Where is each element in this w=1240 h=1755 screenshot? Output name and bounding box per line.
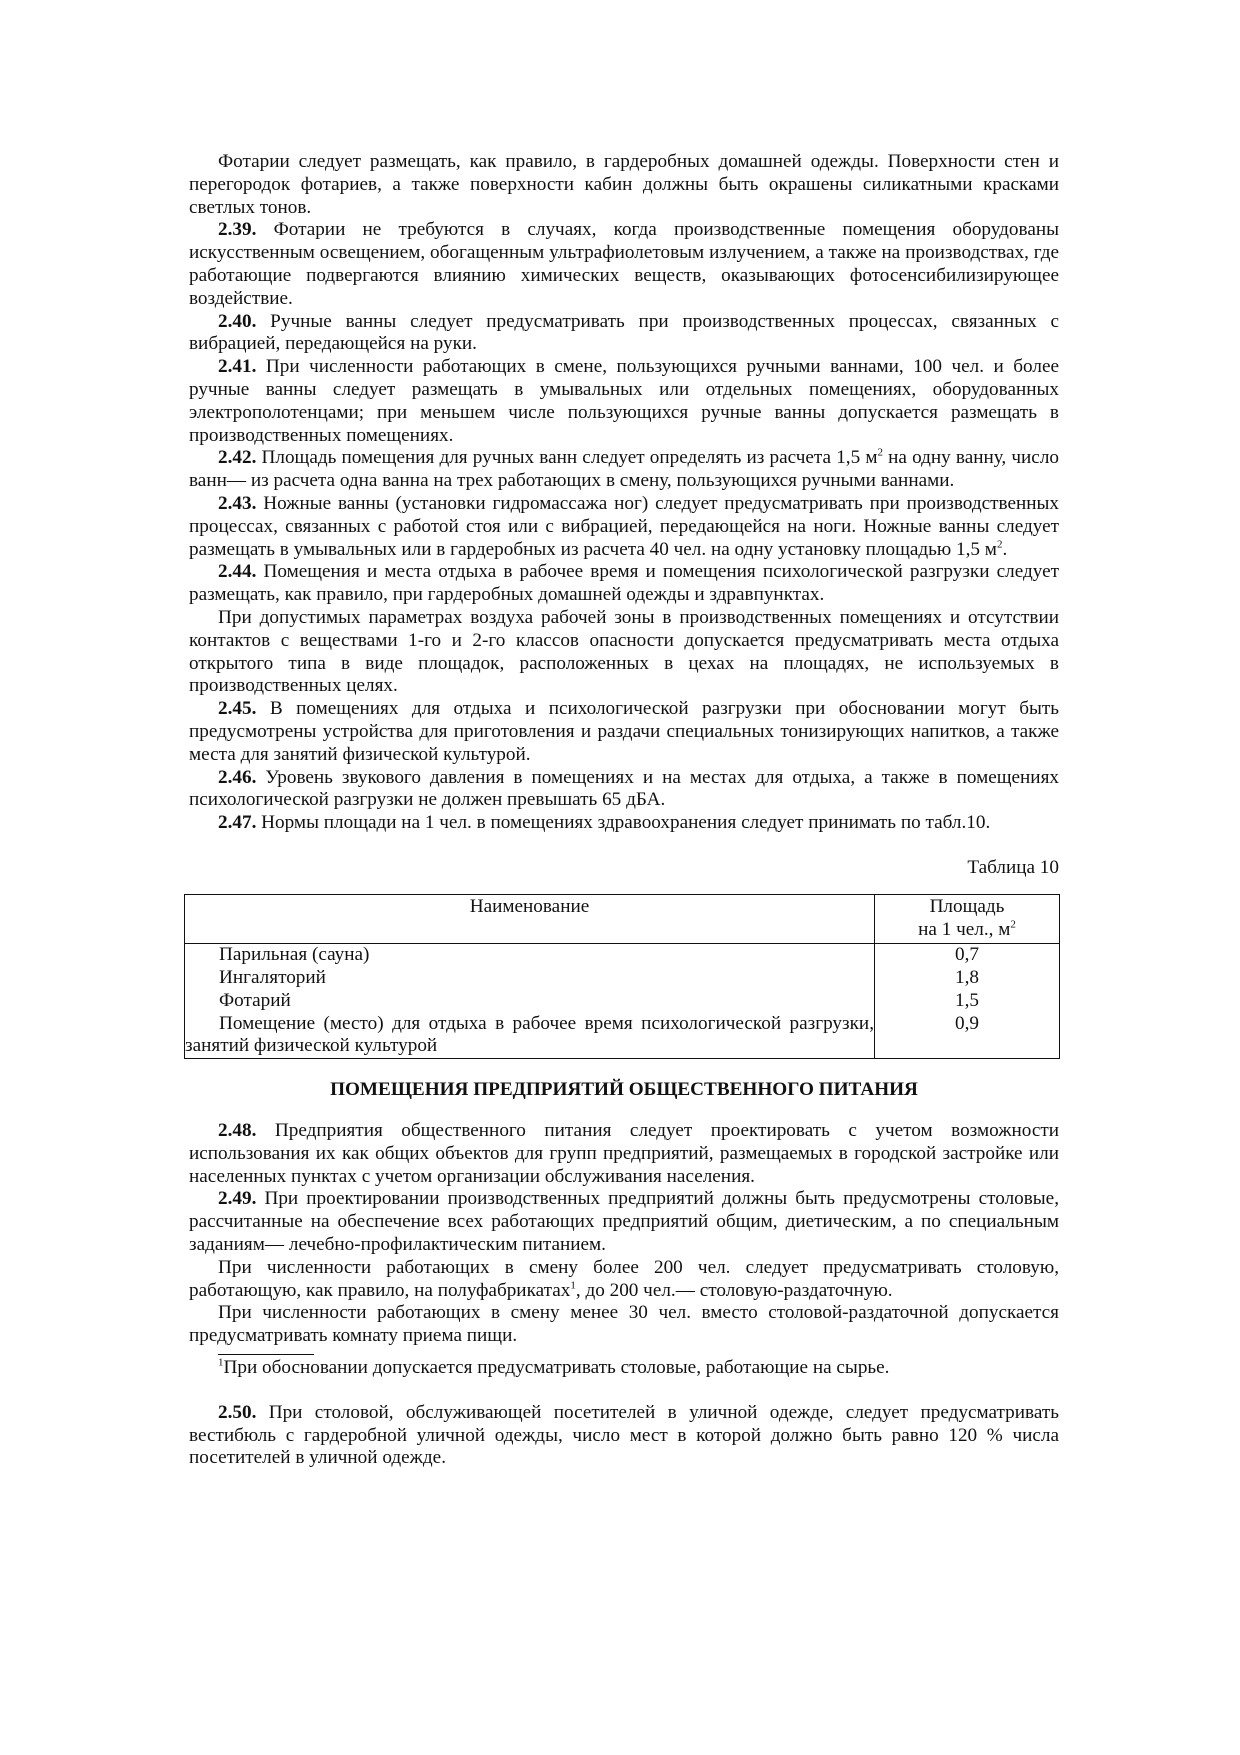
clause-number: 2.39. bbox=[218, 219, 257, 241]
paragraph-text: Площадь помещения для ручных ванн следует определять из расчета 1,5 м bbox=[256, 447, 878, 469]
table-row bbox=[185, 1013, 1060, 1059]
row-value: 0,7 bbox=[875, 944, 1060, 967]
paragraph-text: При допустимых параметрах воздуха рабочей зоны в производственных помещениях и отсутствии контактов с веществами 1-го и 2-го классов опасности допускается предусматривать места отдыха открытого типа в виде площадок, расположенных в цехах на площадях, не используемых в производственных целях. bbox=[189, 606, 1059, 697]
row-name: Помещение (место) для отдыха в рабочее время психологической разгрузки, занятий физической культурой bbox=[185, 1013, 875, 1059]
row-value: 1,5 bbox=[875, 990, 1060, 1013]
clause-number: 2.43. bbox=[218, 492, 257, 514]
footnote bbox=[189, 1357, 1059, 1380]
clause-number: 2.46. bbox=[218, 766, 257, 788]
row-value: 0,9 bbox=[875, 1013, 1060, 1059]
paragraph-text: Ножные ванны (установки гидромассажа ног) следует предусматривать при производственных процессах, связанных с работой стоя или с вибрацией, передающейся на ноги. Ножные ванны следует размещать в умывальных или в гардеробных из расчета 40 чел. на одну установку площадью 1,5 м bbox=[189, 492, 1059, 560]
paragraph-text-cont: , до 200 чел.— столовую-раздаточную. bbox=[575, 1279, 893, 1301]
paragraph bbox=[189, 1257, 1059, 1303]
paragraph bbox=[189, 219, 1059, 310]
paragraph bbox=[189, 1302, 1059, 1348]
column-header-name: Наименование bbox=[185, 894, 875, 944]
clause-number: 2.48. bbox=[218, 1120, 257, 1142]
clause-number: 2.49. bbox=[218, 1188, 257, 1210]
section-paragraphs-c bbox=[189, 1402, 1059, 1470]
norms-table bbox=[184, 894, 1060, 1060]
paragraph-text-cont: . bbox=[1002, 538, 1008, 560]
row-name: Ингаляторий bbox=[185, 967, 875, 990]
paragraph bbox=[189, 561, 1059, 607]
table-row bbox=[185, 967, 1060, 990]
clause-number: 2.41. bbox=[218, 356, 257, 378]
paragraph-text: При численности работающих в смене, пользующихся ручными ваннами, 100 чел. и более ручные ванны следует размещать в умывальных или отдельных помещениях, оборудованных электрополотенцами; при меньшем числе пользующихся ручные ванны допускается размещать в производственных помещениях. bbox=[189, 356, 1059, 446]
header-area-sup: 2 bbox=[1010, 918, 1016, 931]
footnote-text: При обосновании допускается предусматривать столовые, работающие на сырье. bbox=[223, 1357, 890, 1379]
paragraph bbox=[189, 311, 1059, 357]
header-area-line1: Площадь bbox=[929, 895, 1005, 917]
paragraph-text: При проектировании производственных предприятий должны быть предусмотрены столовые, рассчитанные на обеспечение всех работающих предприятий общим, диетическим, а по специальным заданиям— лечебно-профилактическим питанием. bbox=[189, 1188, 1059, 1256]
row-name: Фотарий bbox=[185, 990, 875, 1013]
header-area-line2: на 1 чел., м bbox=[918, 918, 1011, 940]
section-heading: ПОМЕЩЕНИЯ ПРЕДПРИЯТИЙ ОБЩЕСТВЕННОГО ПИТАНИЯ bbox=[330, 1079, 918, 1101]
paragraph bbox=[189, 698, 1059, 766]
table-caption: Таблица 10 bbox=[967, 856, 1059, 878]
table-row bbox=[185, 990, 1060, 1013]
superscript: 2 bbox=[996, 538, 1003, 551]
clause-number: 2.40. bbox=[218, 310, 257, 332]
superscript: 2 bbox=[877, 446, 883, 459]
paragraph-text: При численности работающих в смену менее 30 чел. вместо столовой-раздаточной допускается предусматривать комнату приема пищи. bbox=[189, 1302, 1059, 1347]
paragraph bbox=[189, 356, 1059, 447]
paragraph-text: Фотарии не требуются в случаях, когда производственные помещения оборудованы искусственным освещением, обогащенным ультрафиолетовым излучением, а также на производствах, где работающие подвергаются влиянию химических веществ, оказывающих фотосенсибилизирующее воздействие. bbox=[189, 219, 1059, 309]
paragraph bbox=[189, 447, 1059, 493]
paragraph bbox=[189, 607, 1059, 698]
paragraph-text: Фотарии следует размещать, как правило, в гардеробных домашней одежды. Поверхности стен и перегородок фотариев, а также поверхности кабин должны быть окрашены силикатными красками светлых тонов. bbox=[189, 151, 1059, 218]
paragraph-text: Предприятия общественного питания следует проектировать с учетом возможности использования их как общих объектов для групп предприятий, размещаемых в городской застройке или населенных пунктах с учетом организации обслуживания населения. bbox=[189, 1120, 1059, 1187]
paragraph-text: Нормы площади на 1 чел. в помещениях здравоохранения следует принимать по табл.10. bbox=[256, 812, 991, 834]
table-row bbox=[185, 944, 1060, 967]
footnote-mark: 1 bbox=[218, 1356, 224, 1369]
section-paragraphs-b bbox=[189, 1120, 1059, 1348]
paragraph-text: Уровень звукового давления в помещениях и на местах для отдыха, а также в помещениях психологической разгрузки не должен превышать 65 дБА. bbox=[189, 766, 1059, 811]
clause-number: 2.44. bbox=[218, 561, 257, 583]
row-value: 1,8 bbox=[875, 967, 1060, 990]
paragraph-text: При столовой, обслуживающей посетителей в уличной одежде, следует предусматривать вестибюль с гардеробной уличной одежды, число мест в которой должно быть равно 120 % числа посетителей в уличной одежде. bbox=[189, 1401, 1059, 1469]
document-page bbox=[185, 151, 1059, 1470]
paragraph bbox=[189, 1188, 1059, 1256]
paragraph-text: В помещениях для отдыха и психологической разгрузки при обосновании могут быть предусмотрены устройства для приготовления и раздачи специальных тонизирующих напитков, а также места для занятий физической культурой. bbox=[189, 698, 1059, 765]
paragraph bbox=[189, 812, 1059, 835]
paragraph-text: При численности работающих в смену более 200 чел. следует предусматривать столовую, работающую, как правило, на полуфабрикатах bbox=[189, 1256, 1059, 1301]
clause-number: 2.42. bbox=[218, 447, 257, 469]
clause-number: 2.45. bbox=[218, 698, 257, 720]
paragraph bbox=[189, 1402, 1059, 1470]
superscript: 1 bbox=[570, 1279, 576, 1292]
paragraph bbox=[189, 767, 1059, 813]
paragraph-text-cont: на одну ванну, число ванн— из расчета одна ванна на трех работающих в смену, пользующихся ручными ваннами. bbox=[189, 447, 1059, 492]
column-header-area bbox=[875, 894, 1060, 944]
paragraph-text: Помещения и места отдыха в рабочее время и помещения психологической разгрузки следует размещать, как правило, при гардеробных домашней одежды и здравпунктах. bbox=[189, 561, 1059, 606]
footnote-separator bbox=[218, 1354, 314, 1355]
paragraph bbox=[189, 1120, 1059, 1188]
row-name: Парильная (сауна) bbox=[185, 944, 875, 967]
section-paragraphs-a bbox=[189, 151, 1059, 835]
paragraph-text: Ручные ванны следует предусматривать при производственных процессах, связанных с вибрацией, передающейся на руки. bbox=[189, 310, 1059, 355]
clause-number: 2.50. bbox=[218, 1401, 257, 1423]
paragraph bbox=[189, 493, 1059, 561]
paragraph bbox=[189, 151, 1059, 219]
clause-number: 2.47. bbox=[218, 812, 257, 834]
